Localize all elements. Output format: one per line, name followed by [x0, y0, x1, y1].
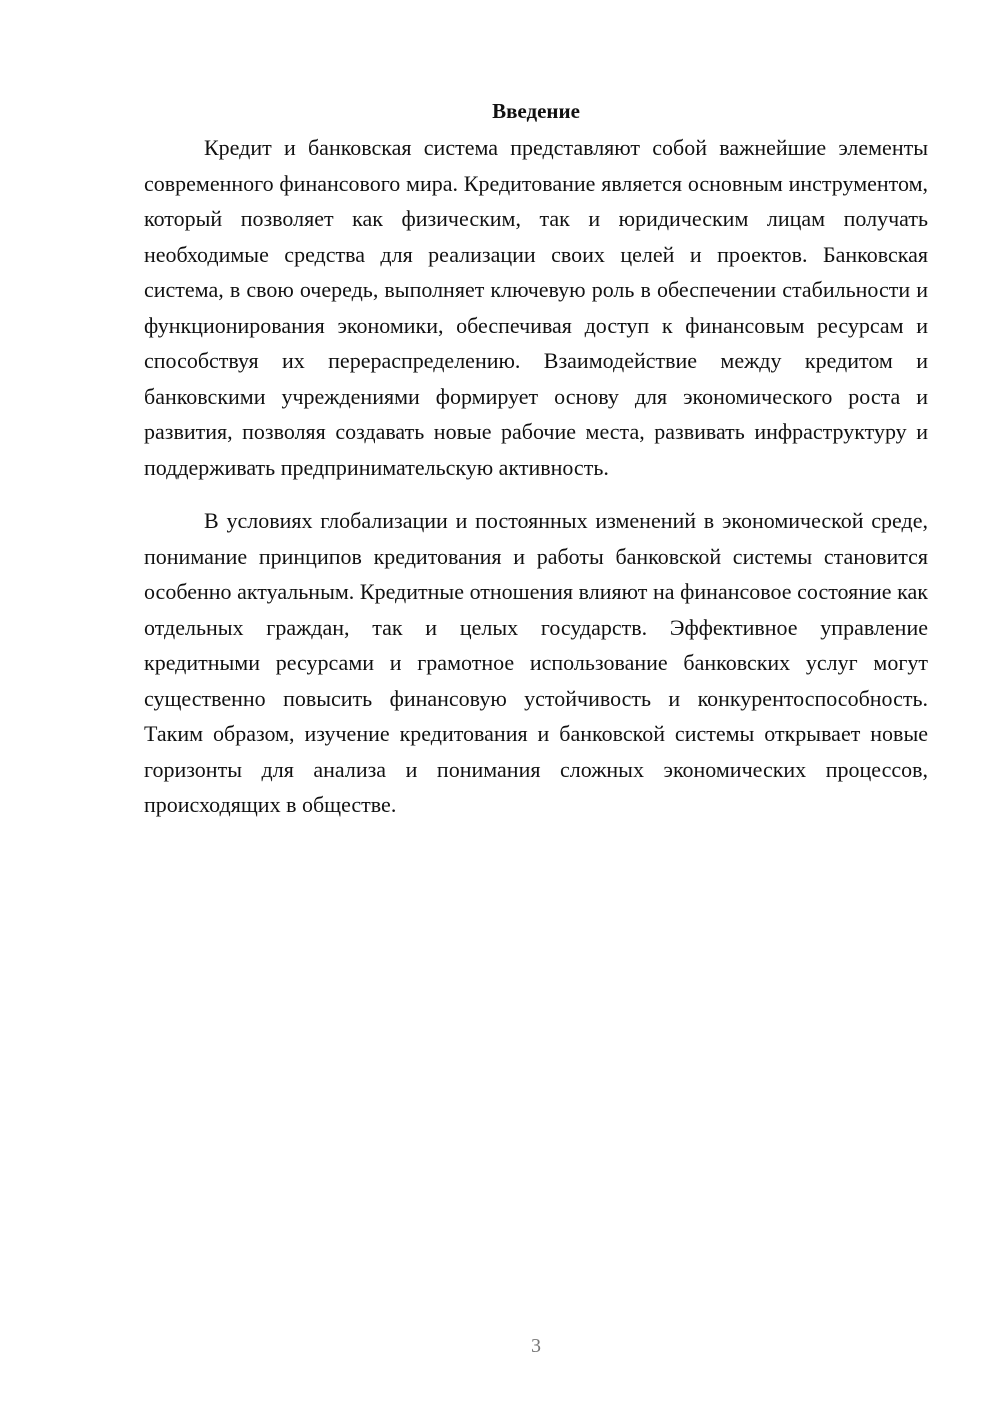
page-content	[144, 96, 928, 823]
paragraph-2: В условиях глобализации и постоянных изменений в экономической среде, понимание принципов кредитования и работы банковской системы становится особенно актуальным. Кредитные отношения влияют на финансовое состояние как отдельных граждан, так и целых государств. Эффективное управление кредитными ресурсами и грамотное использование банковских услуг могут существенно повысить финансовую устойчивость и конкурентоспособность. Таким образом, изучение кредитования и банковской системы открывает новые горизонты для анализа и понимания сложных экономических процессов, происходящих в обществе.	[144, 508, 928, 817]
paragraph-1: Кредит и банковская система представляют собой важнейшие элементы современного финансового мира. Кредитование является основным инструментом, который позволяет как физическим, так и юридическим лицам получать необходимые средства для реализации своих целей и проектов. Банковская система, в свою очередь, выполняет ключевую роль в обеспечении стабильности и функционирования экономики, обеспечивая доступ к финансовым ресурсам и способствуя их перераспределению. Взаимодействие между кредитом и банковскими учреждениями формирует основу для экономического роста и развития, позволяя создавать новые рабочие места, развивать инфраструктуру и поддерживать предпринимательскую активность.	[144, 135, 928, 480]
page-number: 3	[531, 1335, 541, 1357]
section-title: Введение	[492, 99, 580, 123]
